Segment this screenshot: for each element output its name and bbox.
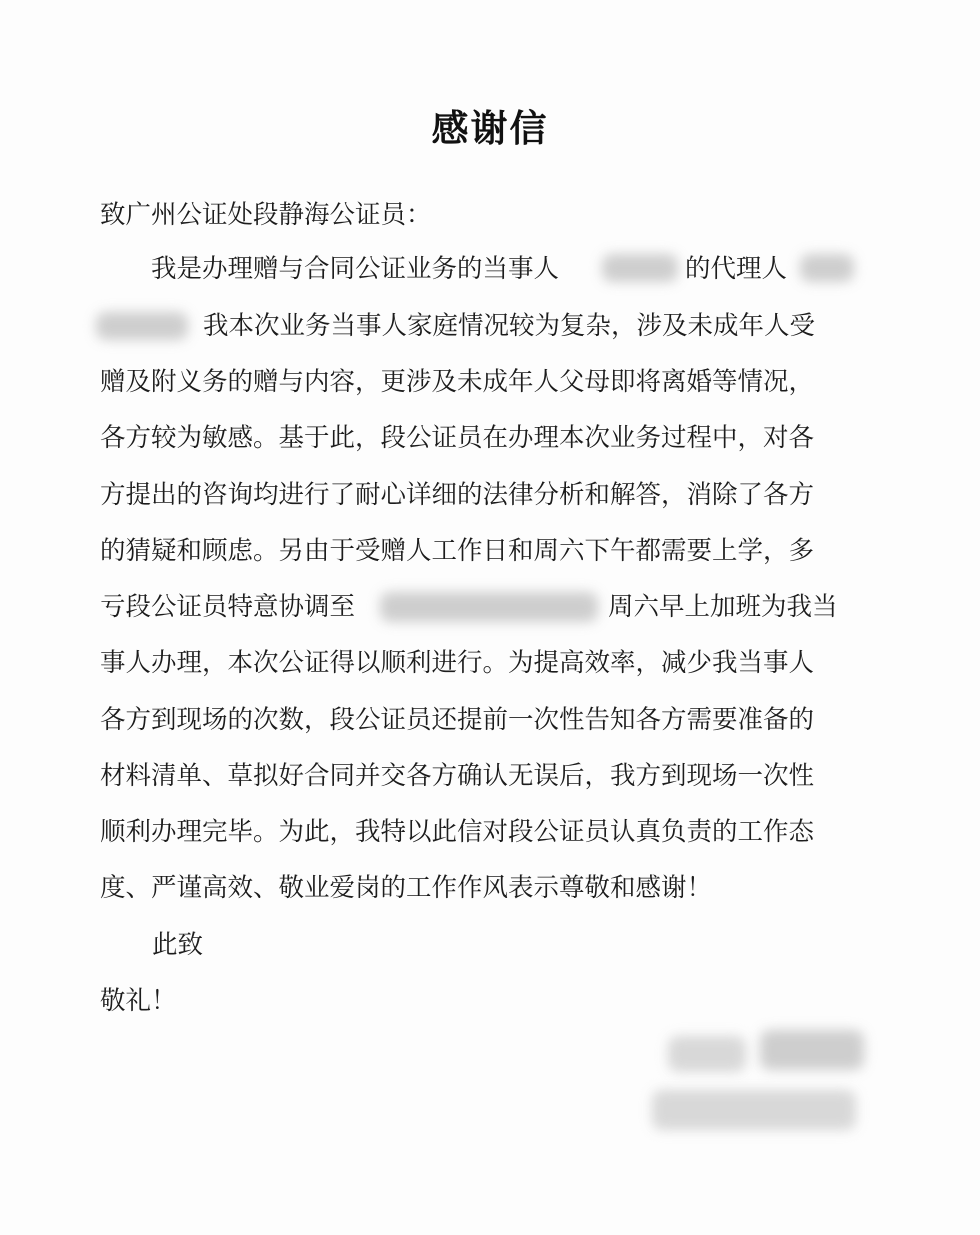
body-line-1b: 的代理人	[685, 254, 788, 284]
closing-cizhi: 此致	[152, 930, 204, 960]
body-line-6: 的猜疑和顾虑。另由于受赠人工作日和周六下午都需要上学，多	[100, 536, 815, 566]
body-line-2: 我本次业务当事人家庭情况较为复杂，涉及未成年人受	[203, 311, 816, 341]
redacted-agent-name-part2	[96, 312, 188, 340]
body-line-7a: 亏段公证员特意协调至	[100, 592, 356, 622]
redacted-signature-label	[668, 1036, 746, 1072]
body-line-10: 材料清单、草拟好合同并交各方确认无误后，我方到现场一次性	[100, 761, 815, 791]
redacted-client-name	[602, 254, 678, 282]
body-line-7b: 周六早上加班为我当	[608, 592, 838, 622]
body-line-5: 方提出的咨询均进行了耐心详细的法律分析和解答，消除了各方	[100, 480, 815, 510]
body-line-11: 顺利办理完毕。为此，我特以此信对段公证员认真负责的工作态	[100, 817, 815, 847]
redacted-signature	[760, 1030, 864, 1070]
redacted-date	[380, 592, 598, 622]
closing-jingli: 敬礼！	[100, 986, 177, 1016]
redacted-signature-date	[652, 1090, 856, 1130]
letter-title: 感谢信	[431, 107, 549, 150]
body-line-4: 各方较为敏感。基于此，段公证员在办理本次业务过程中，对各	[100, 423, 815, 453]
body-line-1a: 我是办理赠与合同公证业务的当事人	[151, 254, 560, 284]
body-line-9: 各方到现场的次数，段公证员还提前一次性告知各方需要准备的	[100, 705, 815, 735]
body-line-3: 赠及附义务的赠与内容，更涉及未成年人父母即将离婚等情况，	[100, 367, 815, 397]
redacted-agent-name-part1	[800, 254, 854, 282]
body-line-12: 度、严谨高效、敬业爱岗的工作作风表示尊敬和感谢！	[100, 873, 713, 903]
salutation: 致广州公证处段静海公证员：	[100, 200, 432, 230]
body-line-8: 事人办理，本次公证得以顺利进行。为提高效率，减少我当事人	[100, 648, 815, 678]
